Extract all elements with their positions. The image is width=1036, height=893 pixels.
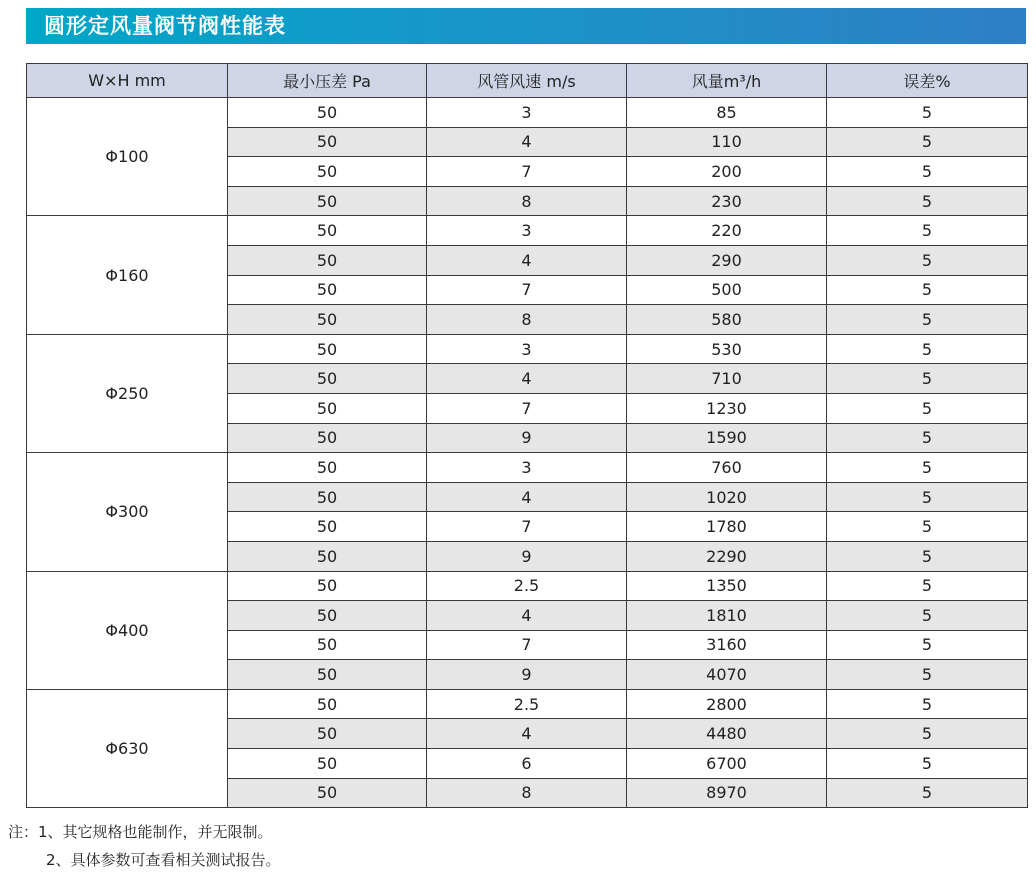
tolerance-cell: 5 [827,157,1028,187]
airflow-cell: 500 [627,275,827,305]
airflow-cell: 4070 [627,660,827,690]
size-cell: Φ100 [27,98,228,216]
tolerance-cell: 5 [827,245,1028,275]
tolerance-cell: 5 [827,216,1028,246]
size-cell: Φ160 [27,216,228,334]
min-pressure-cell: 50 [228,275,427,305]
velocity-cell: 2.5 [427,571,627,601]
table-row [27,689,1028,719]
min-pressure-cell: 50 [228,689,427,719]
velocity-cell: 7 [427,393,627,423]
tolerance-cell: 5 [827,423,1028,453]
header-duct-velocity: 风管风速 m/s [427,64,627,98]
velocity-cell: 4 [427,127,627,157]
tolerance-cell: 5 [827,778,1028,808]
airflow-cell: 760 [627,453,827,483]
title-banner [26,8,1026,44]
velocity-cell: 4 [427,364,627,394]
min-pressure-cell: 50 [228,512,427,542]
airflow-cell: 1780 [627,512,827,542]
tolerance-cell: 5 [827,749,1028,779]
min-pressure-cell: 50 [228,364,427,394]
velocity-cell: 2.5 [427,689,627,719]
airflow-cell: 3160 [627,630,827,660]
velocity-cell: 3 [427,453,627,483]
size-cell: Φ250 [27,334,228,452]
footnotes [8,818,281,874]
min-pressure-cell: 50 [228,719,427,749]
table-body [27,98,1028,808]
header-min-pressure: 最小压差 Pa [228,64,427,98]
airflow-cell: 1350 [627,571,827,601]
min-pressure-cell: 50 [228,453,427,483]
tolerance-cell: 5 [827,305,1028,335]
header-size: W×H mm [27,64,228,98]
airflow-cell: 1020 [627,482,827,512]
tolerance-cell: 5 [827,482,1028,512]
min-pressure-cell: 50 [228,127,427,157]
min-pressure-cell: 50 [228,186,427,216]
min-pressure-cell: 50 [228,660,427,690]
min-pressure-cell: 50 [228,778,427,808]
tolerance-cell: 5 [827,571,1028,601]
airflow-cell: 110 [627,127,827,157]
min-pressure-cell: 50 [228,482,427,512]
airflow-cell: 2800 [627,689,827,719]
airflow-cell: 4480 [627,719,827,749]
performance-table [26,63,1028,808]
velocity-cell: 7 [427,512,627,542]
airflow-cell: 230 [627,186,827,216]
tolerance-cell: 5 [827,601,1028,631]
airflow-cell: 85 [627,98,827,128]
min-pressure-cell: 50 [228,98,427,128]
velocity-cell: 7 [427,157,627,187]
header-airflow: 风量m³/h [627,64,827,98]
min-pressure-cell: 50 [228,630,427,660]
velocity-cell: 9 [427,423,627,453]
airflow-cell: 530 [627,334,827,364]
min-pressure-cell: 50 [228,245,427,275]
tolerance-cell: 5 [827,127,1028,157]
header-tolerance: 误差% [827,64,1028,98]
table-row [27,334,1028,364]
airflow-cell: 200 [627,157,827,187]
velocity-cell: 7 [427,275,627,305]
min-pressure-cell: 50 [228,423,427,453]
table-row [27,571,1028,601]
velocity-cell: 8 [427,186,627,216]
velocity-cell: 9 [427,660,627,690]
tolerance-cell: 5 [827,512,1028,542]
airflow-cell: 6700 [627,749,827,779]
size-cell: Φ630 [27,689,228,807]
tolerance-cell: 5 [827,630,1028,660]
tolerance-cell: 5 [827,98,1028,128]
min-pressure-cell: 50 [228,749,427,779]
velocity-cell: 4 [427,245,627,275]
velocity-cell: 4 [427,482,627,512]
tolerance-cell: 5 [827,453,1028,483]
velocity-cell: 8 [427,305,627,335]
tolerance-cell: 5 [827,541,1028,571]
note-1: 注：1、其它规格也能制作，并无限制。 [8,823,273,841]
min-pressure-cell: 50 [228,216,427,246]
velocity-cell: 4 [427,601,627,631]
table-row [27,453,1028,483]
min-pressure-cell: 50 [228,334,427,364]
note-2: 2、具体参数可查看相关测试报告。 [46,851,281,869]
min-pressure-cell: 50 [228,157,427,187]
tolerance-cell: 5 [827,186,1028,216]
min-pressure-cell: 50 [228,393,427,423]
tolerance-cell: 5 [827,275,1028,305]
tolerance-cell: 5 [827,364,1028,394]
velocity-cell: 8 [427,778,627,808]
tolerance-cell: 5 [827,719,1028,749]
table-row [27,98,1028,128]
tolerance-cell: 5 [827,393,1028,423]
airflow-cell: 290 [627,245,827,275]
min-pressure-cell: 50 [228,541,427,571]
tolerance-cell: 5 [827,334,1028,364]
velocity-cell: 3 [427,98,627,128]
table-header-row [27,64,1028,98]
size-cell: Φ400 [27,571,228,689]
velocity-cell: 6 [427,749,627,779]
min-pressure-cell: 50 [228,305,427,335]
airflow-cell: 1230 [627,393,827,423]
airflow-cell: 8970 [627,778,827,808]
velocity-cell: 7 [427,630,627,660]
min-pressure-cell: 50 [228,571,427,601]
tolerance-cell: 5 [827,660,1028,690]
airflow-cell: 580 [627,305,827,335]
velocity-cell: 4 [427,719,627,749]
size-cell: Φ300 [27,453,228,571]
min-pressure-cell: 50 [228,601,427,631]
tolerance-cell: 5 [827,689,1028,719]
velocity-cell: 3 [427,216,627,246]
airflow-cell: 1810 [627,601,827,631]
airflow-cell: 2290 [627,541,827,571]
table-row [27,216,1028,246]
velocity-cell: 3 [427,334,627,364]
airflow-cell: 710 [627,364,827,394]
velocity-cell: 9 [427,541,627,571]
page-title: 圆形定风量阀节阀性能表 [44,14,286,38]
airflow-cell: 220 [627,216,827,246]
airflow-cell: 1590 [627,423,827,453]
